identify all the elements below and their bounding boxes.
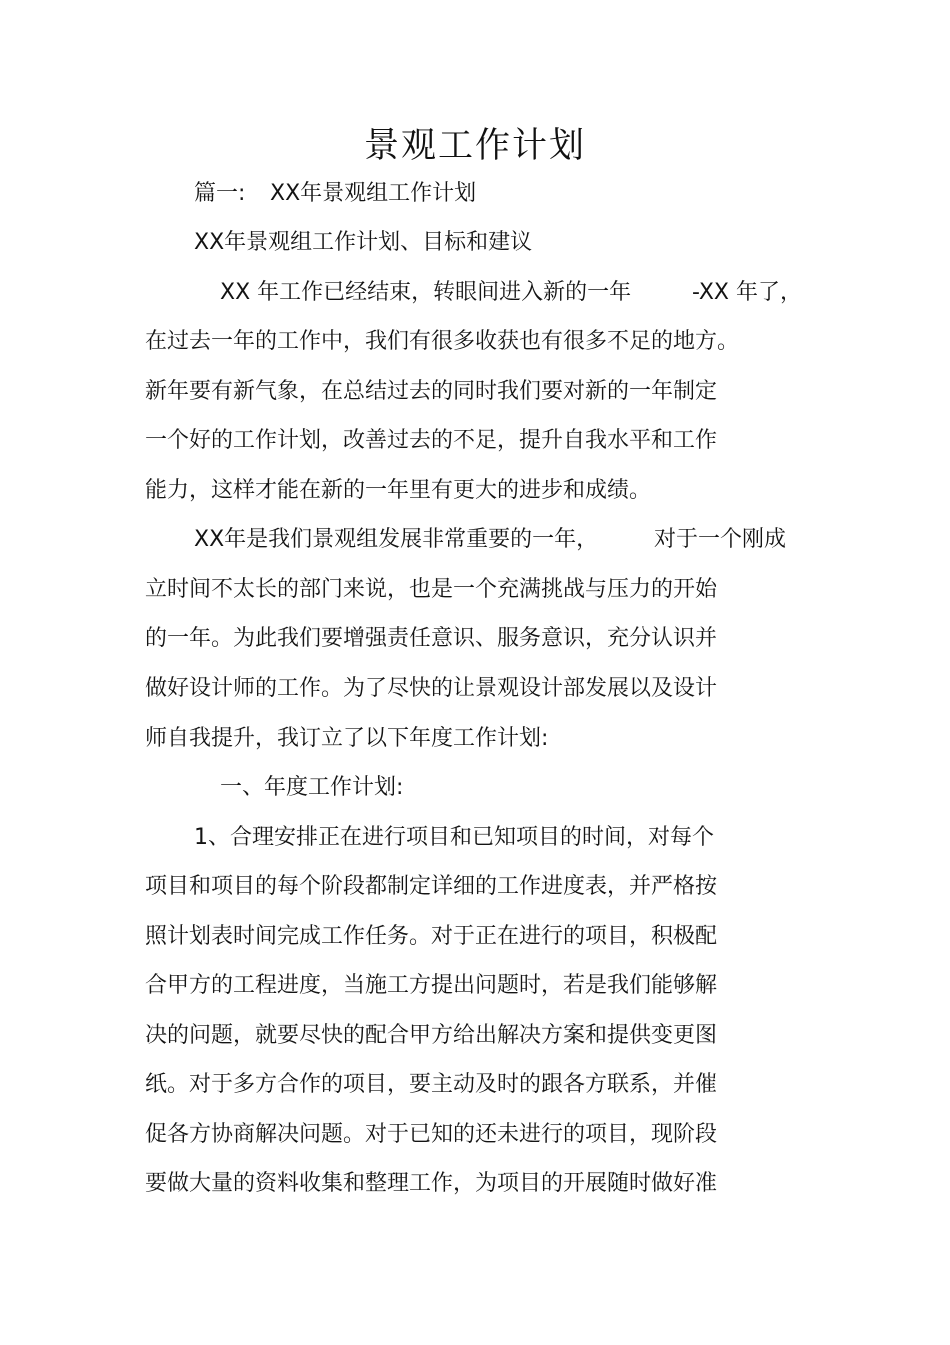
paragraph-2-line-4: 做好设计师的工作。为了尽快的让景观设计部发展以及设计 bbox=[145, 676, 718, 701]
paragraph-2-line-2: 立时间不太长的部门来说，也是一个充满挑战与压力的开始 bbox=[145, 577, 718, 602]
paragraph-1-line-2: 在过去一年的工作中，我们有很多收获也有很多不足的地方。 bbox=[145, 329, 740, 354]
section-1-heading: 一、年度工作计划: bbox=[220, 775, 404, 800]
document-title: 景观工作计划 bbox=[363, 126, 586, 166]
paragraph-3-line-2: 项目和项目的每个阶段都制定详细的工作进度表，并严格按 bbox=[145, 874, 718, 899]
paragraph-2-line-3: 的一年。为此我们要增强责任意识、服务意识，充分认识并 bbox=[145, 626, 718, 651]
paragraph-2-line-1-left: XX年是我们景观组发展非常重要的一年， bbox=[194, 527, 599, 552]
heading-part-label: 篇一: bbox=[194, 181, 246, 206]
paragraph-1-line-1-right: -XX 年了， bbox=[692, 280, 802, 305]
subheading: XX年景观组工作计划、目标和建议 bbox=[194, 230, 533, 255]
paragraph-3-line-3: 照计划表时间完成工作任务。对于正在进行的项目，积极配 bbox=[145, 924, 718, 949]
paragraph-3-line-6: 纸。对于多方合作的项目，要主动及时的跟各方联系，并催 bbox=[145, 1072, 718, 1097]
paragraph-1-line-1-left: XX 年工作已经结束，转眼间进入新的一年 bbox=[220, 280, 632, 305]
paragraph-1-line-4: 一个好的工作计划，改善过去的不足，提升自我水平和工作 bbox=[145, 428, 718, 453]
paragraph-1-line-5: 能力，这样才能在新的一年里有更大的进步和成绩。 bbox=[145, 478, 652, 503]
paragraph-3-line-8: 要做大量的资料收集和整理工作，为项目的开展随时做好准 bbox=[145, 1171, 718, 1196]
paragraph-2-line-5: 师自我提升，我订立了以下年度工作计划: bbox=[145, 726, 549, 751]
paragraph-3-line-1: 1、合理安排正在进行项目和已知项目的时间，对每个 bbox=[194, 825, 714, 850]
paragraph-3-line-4: 合甲方的工程进度，当施工方提出问题时，若是我们能够解 bbox=[145, 973, 718, 998]
heading-title: XX年景观组工作计划 bbox=[270, 181, 477, 206]
paragraph-2-line-1-right: 对于一个刚成 bbox=[654, 527, 787, 552]
paragraph-3-line-5: 决的问题，就要尽快的配合甲方给出解决方案和提供变更图 bbox=[145, 1023, 718, 1048]
paragraph-3-line-7: 促各方协商解决问题。对于已知的还未进行的项目，现阶段 bbox=[145, 1122, 718, 1147]
paragraph-1-line-3: 新年要有新气象，在总结过去的同时我们要对新的一年制定 bbox=[145, 379, 718, 404]
